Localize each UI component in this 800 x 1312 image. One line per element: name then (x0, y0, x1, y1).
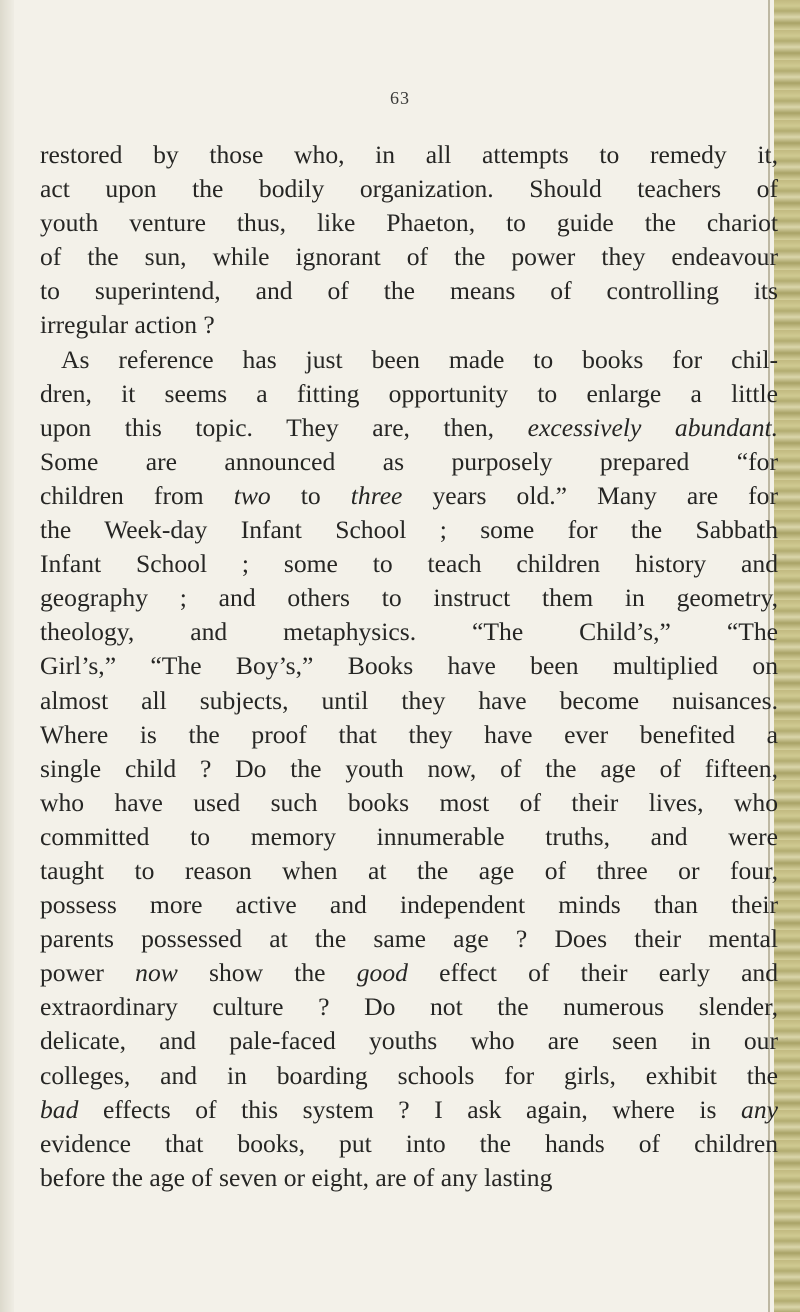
text-segment: who have used such books most of their lives, who (40, 787, 778, 817)
text-line (40, 922, 778, 956)
text-segment: committed to memory innumerable truths, and were (40, 821, 778, 851)
text-line (40, 649, 778, 683)
italic-text: excessively abundant. (527, 412, 778, 442)
text-line (40, 274, 778, 308)
text-line (40, 786, 778, 820)
text-line (40, 820, 778, 854)
text-segment: theology, and metaphysics. “The Child’s,” “The (40, 617, 778, 647)
text-line (40, 547, 778, 581)
text-line (40, 343, 778, 377)
text-line (40, 581, 778, 615)
text-line (40, 240, 778, 274)
text-segment: the Week-day Infant School ; some for the Sabbath (40, 515, 778, 545)
text-segment: effect of their early and (407, 958, 779, 988)
text-segment: power (40, 958, 136, 988)
text-segment: Girl’s,” “The Boy’s,” Books have been multiplied on (40, 651, 778, 681)
text-line (40, 411, 778, 445)
text-segment: parents possessed at the same age ? Does their mental (40, 924, 778, 954)
text-segment: to (270, 480, 351, 510)
page-gutter-shadow (0, 0, 14, 1312)
text-line (40, 1024, 778, 1058)
text-segment: single child ? Do the youth now, of the age of fifteen, (40, 753, 778, 783)
text-segment: evidence that books, put into the hands of children (40, 1128, 778, 1158)
text-segment: children from (40, 480, 234, 510)
italic-text: any (741, 1094, 778, 1124)
text-segment: of the sun, while ignorant of the power they endeavour (40, 242, 778, 272)
page-number: 63 (390, 88, 410, 108)
text-line (40, 888, 778, 922)
text-segment: irregular action ? (40, 310, 215, 340)
body-text (40, 138, 778, 1195)
italic-text: good (356, 958, 408, 988)
text-line (40, 1059, 778, 1093)
text-line (40, 1161, 778, 1195)
italic-text: three (350, 480, 403, 510)
text-segment: As reference has just been made to books for chil- (61, 344, 778, 374)
text-segment: colleges, and in boarding schools for girls, exhibit the (40, 1060, 778, 1090)
text-line (40, 445, 778, 479)
text-line (40, 956, 778, 990)
text-segment: delicate, and pale-faced youths who are seen in our (40, 1026, 778, 1056)
text-line (40, 1093, 778, 1127)
text-line (40, 377, 778, 411)
text-segment: extraordinary culture ? Do not the numerous slender, (40, 992, 778, 1022)
text-line (40, 308, 778, 342)
text-segment: youth venture thus, like Phaeton, to guide the chariot (40, 208, 778, 238)
text-segment: geography ; and others to instruct them in geometry, (40, 583, 778, 613)
italic-text: bad (40, 1094, 79, 1124)
text-line (40, 172, 778, 206)
text-segment: to superintend, and of the means of controlling its (40, 276, 778, 306)
text-line (40, 990, 778, 1024)
text-line (40, 752, 778, 786)
text-segment: restored by those who, in all attempts to remedy it, (40, 140, 778, 169)
text-line (40, 479, 778, 513)
text-line (40, 718, 778, 752)
text-segment: show the (177, 958, 357, 988)
text-segment: almost all subjects, until they have become nuisances. (40, 685, 778, 715)
text-line (40, 684, 778, 718)
text-line (40, 513, 778, 547)
text-line (40, 206, 778, 240)
text-segment: act upon the bodily organization. Should teachers of (40, 174, 778, 204)
text-line (40, 615, 778, 649)
text-segment: before the age of seven or eight, are of any lasting (40, 1162, 553, 1192)
text-segment: dren, it seems a fitting opportunity to enlarge a little (40, 378, 778, 408)
text-line (40, 854, 778, 888)
italic-text: two (233, 480, 271, 510)
text-line (40, 138, 778, 172)
text-segment: possess more active and independent minds than their (40, 890, 778, 920)
text-segment: Some are announced as purposely prepared “for (40, 446, 778, 476)
text-segment: upon this topic. They are, then, (40, 412, 528, 442)
text-segment: taught to reason when at the age of three or four, (40, 855, 778, 885)
text-segment: Where is the proof that they have ever benefited a (40, 719, 778, 749)
text-line (40, 1127, 778, 1161)
text-segment: Infant School ; some to teach children history and (40, 549, 778, 579)
italic-text: now (135, 958, 178, 988)
text-segment: effects of this system ? I ask again, where is (78, 1094, 742, 1124)
text-segment: years old.” Many are for (402, 480, 779, 510)
